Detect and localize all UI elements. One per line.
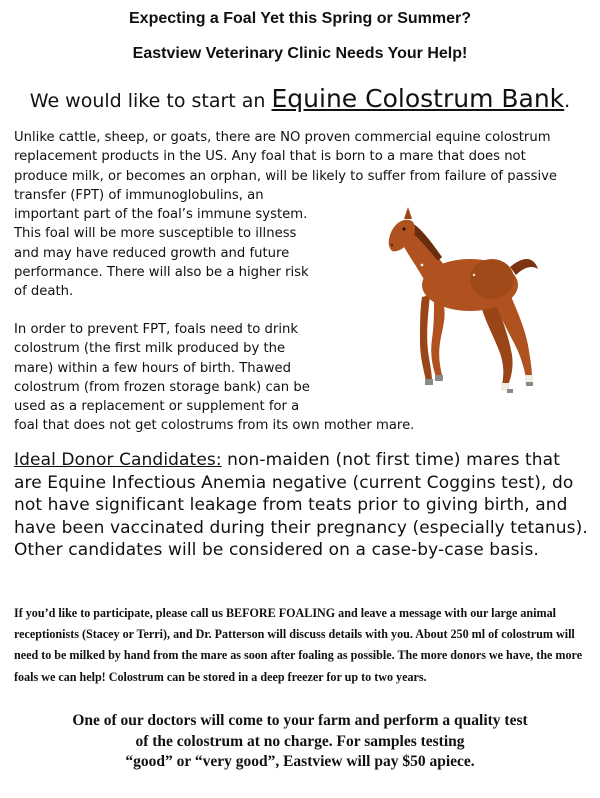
intro-paragraph bbox=[14, 128, 594, 205]
donor-criteria-text: non-maiden (not first time) mares that are Equine Infectious Anemia negative (current Coggins test), do not have significant leakage from teats prior to giving birth, and have been vaccinated during their pregnancy (especially tetanus). Other candidates will be considered on a case-by-case basis. bbox=[14, 450, 588, 560]
participation-instructions: If you’d like to participate, please call us BEFORE FOALING and leave a message with our large animal receptionists (Stacey or Terri), and Dr. Patterson will discuss details with you. About 250 ml of colostrum will need to be milked by hand from the mare as soon after foaling as possible. The more donors we have, the more foals we can help! Colostrum can be stored in a deep freezer for up to two years. bbox=[14, 606, 583, 684]
intro-line: important part of the foal’s immune system. bbox=[14, 207, 308, 222]
intro-line: of death. bbox=[14, 284, 74, 300]
prevention-line: used as a replacement or supplement for a bbox=[14, 399, 300, 415]
prevention-paragraph bbox=[14, 320, 434, 436]
headline-bank-emphasis: Equine Colostrum Bank bbox=[271, 84, 565, 113]
intro-line: Unlike cattle, sheep, or goats, there are NO proven commercial equine colostrum bbox=[14, 130, 551, 145]
headline-bank-suffix: . bbox=[564, 90, 571, 112]
prevention-line: colostrum (from frozen storage bank) can be bbox=[14, 379, 310, 395]
donor-criteria bbox=[14, 449, 589, 562]
headline-bank bbox=[0, 84, 600, 113]
intro-line: transfer (FPT) of immunoglobulins, an bbox=[14, 187, 264, 203]
closing-line: One of our doctors will come to your farm and perform a quality test bbox=[72, 712, 528, 729]
prevention-line: In order to prevent FPT, foals need to drink bbox=[14, 322, 299, 337]
intro-line: replacement products in the US. Any foal that is born to a mare that does not bbox=[14, 149, 526, 165]
headline-help: Eastview Veterinary Clinic Needs Your Help! bbox=[132, 45, 468, 62]
intro-line: and may have reduced growth and future bbox=[14, 245, 290, 261]
prevention-line: colostrum (the first milk produced by the bbox=[14, 341, 286, 357]
prevention-line: foal that does not get colostrums from its own mother mare. bbox=[14, 418, 415, 434]
closing-line: “good” or “very good”, Eastview will pay $50 apiece. bbox=[125, 753, 475, 770]
intro-line: produce milk, or becomes an orphan, will be likely to suffer from failure of passive bbox=[14, 168, 558, 184]
headline-question: Expecting a Foal Yet this Spring or Summer? bbox=[129, 10, 471, 27]
foal-icon bbox=[382, 205, 552, 415]
foal-illustration bbox=[382, 205, 552, 415]
intro-paragraph-continued bbox=[14, 205, 374, 301]
intro-line: performance. There will also be a higher risk bbox=[14, 264, 309, 280]
intro-line: This foal will be more susceptible to illness bbox=[14, 226, 297, 242]
closing-line: of the colostrum at no charge. For samples testing bbox=[135, 732, 465, 750]
donor-criteria-label: Ideal Donor Candidates: bbox=[14, 450, 222, 470]
closing-offer bbox=[0, 711, 600, 773]
headline-bank-prefix: We would like to start an bbox=[29, 90, 272, 112]
prevention-line: mare) within a few hours of birth. Thawed bbox=[14, 360, 292, 376]
